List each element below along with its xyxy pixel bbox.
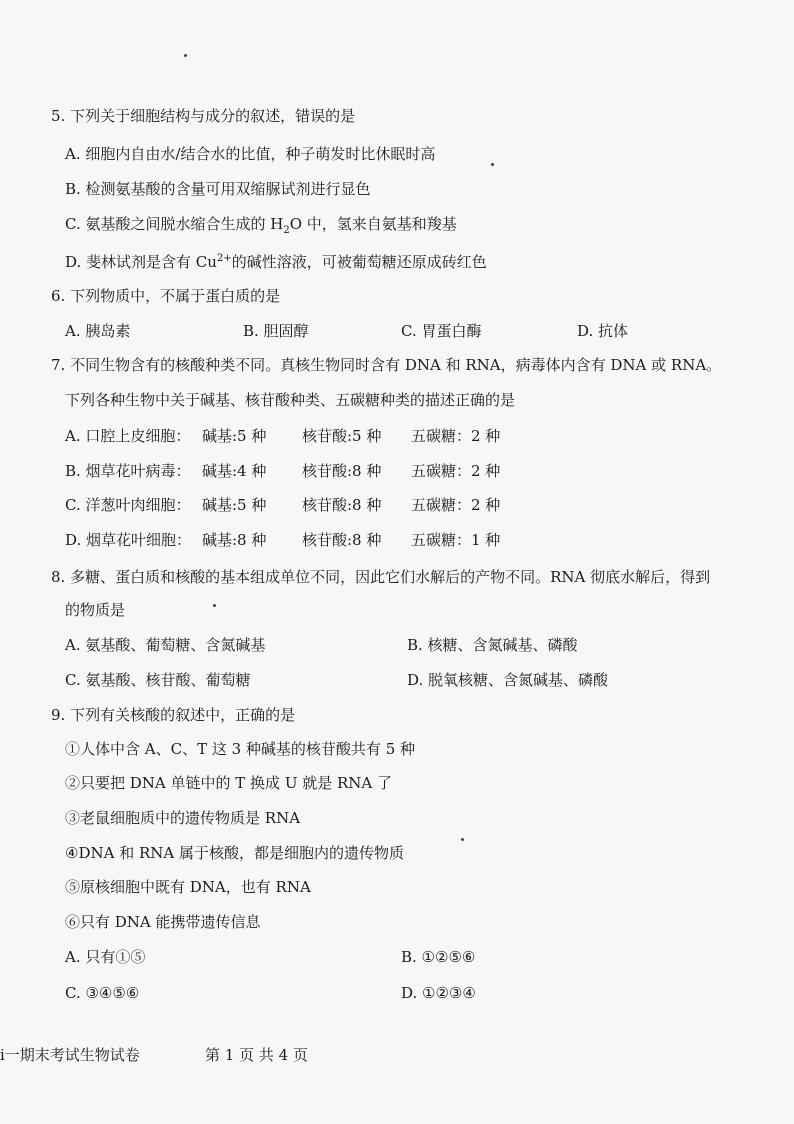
nucleotide-count: 核苷酸:8 种 [302,531,382,549]
question-9-statement-1: ①人体中含 A、C、T 这 3 种碱基的核苷酸共有 5 种 [65,740,416,758]
question-9-statement-5: ⑤原核细胞中既有 DNA，也有 RNA [65,878,311,896]
question-5-option-c: C. 氨基酸之间脱水缩合生成的 $H_2O$ 中，氢来自氨基和羧基 [65,215,457,236]
question-9-statement-6: ⑥只有 DNA 能携带遗传信息 [65,913,261,931]
sugar-count: 五碳糖：1 种 [411,531,501,549]
question-8-option-b: B. 核糖、含氮碱基、磷酸 [407,636,578,654]
question-7-option-b [65,461,500,481]
base-count: 碱基:5 种 [202,496,267,514]
question-9-statement-4: ④DNA 和 RNA 属于核酸，都是细胞内的遗传物质 [65,844,404,862]
question-9-statement-2: ②只要把 DNA 单链中的 T 换成 U 就是 RNA 了 [65,774,393,792]
base-count: 碱基:8 种 [202,531,267,549]
question-5-option-a: A. 细胞内自由水/结合水的比值，种子萌发时比休眠时高 [65,145,436,163]
page-number: 第 1 页 共 4 页 [205,1046,308,1064]
question-6-option-a: A. 胰岛素 [65,322,131,340]
nucleotide-count: 核苷酸:8 种 [302,462,382,480]
question-5-option-d: D. 斐林试剂是含有 $Cu^{2+}$的碱性溶液，可被葡萄糖还原成砖红色 [65,253,487,271]
question-7-option-c [65,495,500,515]
question-8-option-d: D. 脱氧核糖、含氮碱基、磷酸 [407,671,609,689]
nucleotide-count: 核苷酸:8 种 [302,496,382,514]
scan-speck [491,163,494,166]
question-6-stem: 6. 下列物质中，不属于蛋白质的是 [51,287,281,305]
scan-speck [184,54,187,57]
question-8-stem-line-1: 8. 多糖、蛋白质和核酸的基本组成单位不同，因此它们水解后的产物不同。RNA 彻底水解后，得到 [51,568,711,586]
question-6-option-d: D. 抗体 [577,322,629,340]
sugar-count: 五碳糖：2 种 [411,496,501,514]
nucleotide-count: 核苷酸:5 种 [302,427,382,445]
question-6-option-b: B. 胆固醇 [243,322,309,340]
organism-label: C. 洋葱叶肉细胞： [65,496,191,514]
question-5-option-b: B. 检测氨基酸的含量可用双缩脲试剂进行显色 [65,180,371,198]
scan-speck [461,838,464,841]
base-count: 碱基:5 种 [202,427,267,445]
question-7-option-d [65,530,500,550]
question-7-option-a [65,426,500,446]
question-8-option-c: C. 氨基酸、核苷酸、葡萄糖 [65,671,251,689]
sugar-count: 五碳糖：2 种 [411,462,501,480]
question-8-option-a: A. 氨基酸、葡萄糖、含氮碱基 [65,636,266,654]
exam-title-footer: i一期末考试生物试卷 [0,1046,140,1064]
base-count: 碱基:4 种 [202,462,267,480]
organism-label: A. 口腔上皮细胞： [65,427,191,445]
question-6-option-c: C. 胃蛋白酶 [401,322,482,340]
question-7-stem-line-2: 下列各种生物中关于碱基、核苷酸种类、五碳糖种类的描述正确的是 [65,391,516,409]
question-9-stem: 9. 下列有关核酸的叙述中，正确的是 [51,706,296,724]
question-9-option-b: B. ①②⑤⑥ [401,948,476,966]
sugar-count: 五碳糖：2 种 [411,427,501,445]
question-9-statement-3: ③老鼠细胞质中的遗传物质是 RNA [65,809,301,827]
question-7-stem-line-1: 7. 不同生物含有的核酸种类不同。真核生物同时含有 DNA 和 RNA，病毒体内含有 DNA 或 RNA。 [51,356,722,374]
scan-speck [213,604,216,607]
question-5-stem: 5. 下列关于细胞结构与成分的叙述，错误的是 [51,107,356,125]
question-9-option-c: C. ③④⑤⑥ [65,984,140,1002]
question-8-stem-line-2: 的物质是 [65,601,126,619]
question-9-option-d: D. ①②③④ [401,984,476,1002]
question-9-option-a: A. 只有①⑤ [65,948,146,966]
organism-label: B. 烟草花叶病毒： [65,462,191,480]
organism-label: D. 烟草花叶细胞： [65,531,192,549]
